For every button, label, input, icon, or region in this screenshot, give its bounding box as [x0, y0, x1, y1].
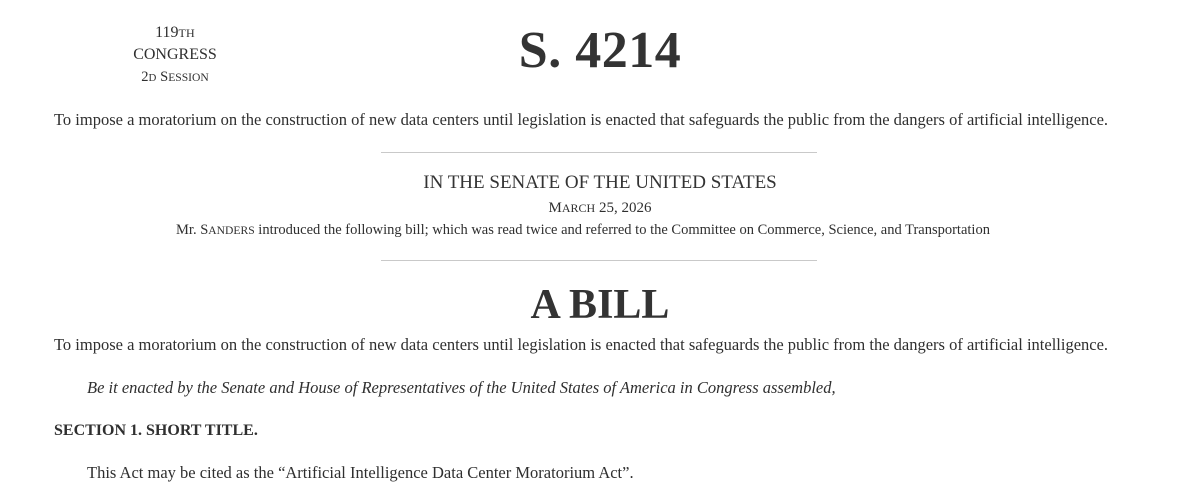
- session-word-rest: ESSION: [168, 71, 209, 84]
- congress-ordinal: TH: [178, 26, 195, 40]
- section-text: This Act may be cited as the “Artificial Intelligence Data Center Moratorium Act”.: [87, 463, 634, 482]
- congress-word: CONGRESS: [133, 46, 217, 63]
- chamber-heading: IN THE SENATE OF THE UNITED STATES: [423, 172, 777, 193]
- bill-heading: A BILL: [530, 282, 670, 328]
- date-rest: 25, 2026: [598, 200, 652, 216]
- date-month-rest: ARCH: [561, 201, 596, 215]
- divider-bottom: [381, 260, 817, 261]
- date-month-initial: M: [548, 200, 562, 216]
- session-number: 2: [141, 69, 149, 85]
- section-heading: SECTION 1. SHORT TITLE.: [54, 422, 258, 439]
- bill-number: S. 4214: [518, 22, 682, 79]
- sponsor-rest: ANDERS: [208, 224, 255, 237]
- introduction-text: introduced the following bill; which was read twice and referred to the Committee on Commerce, Science, and Transportation: [258, 222, 990, 238]
- introduction-line: [0, 221, 1166, 240]
- sponsor-initial: S: [200, 222, 209, 238]
- divider-top: [381, 152, 817, 153]
- long-title-repeat: To impose a moratorium on the construction of new data centers until legislation is enacted that safeguards the public from the dangers of artificial intelligence.: [54, 335, 1109, 354]
- congress-number: 119: [155, 24, 179, 41]
- long-title: To impose a moratorium on the construction of new data centers until legislation is enacted that safeguards the public from the dangers of artificial intelligence.: [54, 110, 1109, 129]
- action-date: [0, 199, 1200, 217]
- sponsor-prefix: Mr.: [176, 222, 197, 238]
- enacting-clause: Be it enacted by the Senate and House of Representatives of the United States of America in Congress assembled,: [87, 378, 836, 397]
- session-word-initial: S: [160, 69, 169, 85]
- session-ordinal: D: [148, 72, 157, 84]
